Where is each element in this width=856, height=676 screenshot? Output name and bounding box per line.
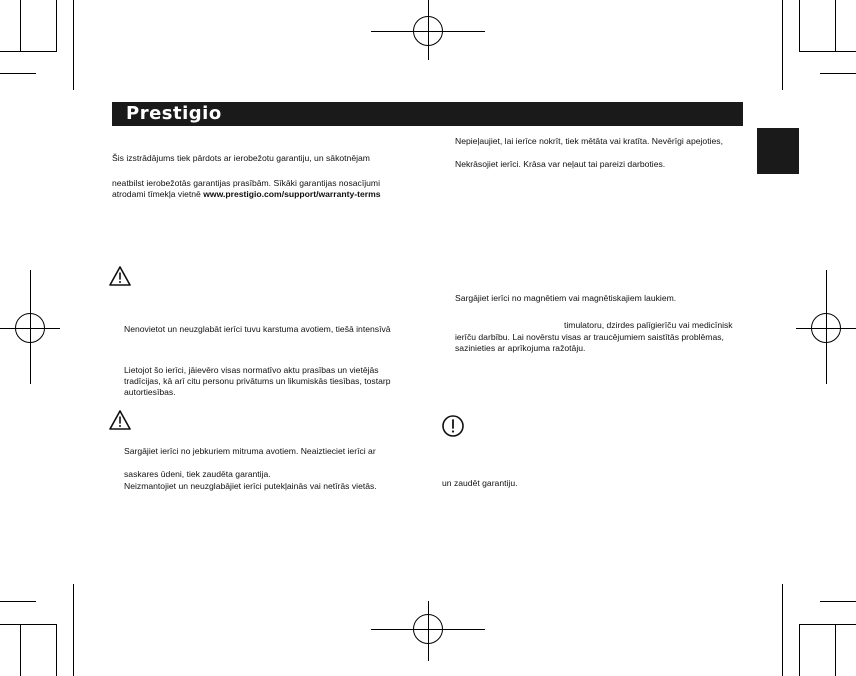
crop-mark [799, 0, 800, 52]
crop-mark [20, 624, 21, 676]
crop-mark [820, 73, 856, 74]
medical-text-line: sazinieties ar aprīkojuma ražotāju. [455, 343, 586, 353]
crop-mark [799, 624, 800, 676]
crop-mark [56, 0, 57, 52]
crop-mark [782, 0, 783, 90]
warranty-text-line [112, 189, 381, 200]
drop-warning-line: Nepieļaujiet, lai ierīce nokrīt, tiek mētāta vai kratīta. Nevērīgi apejoties, [455, 136, 723, 146]
crop-mark [835, 624, 836, 676]
registration-circle [811, 313, 841, 343]
crop-mark [20, 0, 21, 52]
crop-mark [799, 624, 856, 625]
exclamation-circle-icon [441, 414, 465, 438]
brand-logo: Prestigio [126, 103, 222, 124]
warning-triangle-icon [108, 265, 132, 287]
crop-mark [0, 73, 36, 74]
crop-mark [0, 51, 57, 52]
crop-mark [799, 51, 856, 52]
paint-warning-line: Nekrāsojiet ierīci. Krāsa var neļaut tai pareizi darboties. [455, 159, 666, 169]
crop-mark [73, 584, 74, 676]
medical-text-line: timulatoru, dzirdes palīgierīču vai medicīnisk [564, 320, 733, 330]
crop-mark [835, 0, 836, 52]
magnet-warning-line: Sargājiet ierīci no magnētiem vai magnētiskajiem laukiem. [455, 293, 677, 303]
registration-circle [413, 16, 443, 46]
warranty-text-line: neatbilst ierobežotās garantijas prasībām. Sīkāki garantijas nosacījumi [112, 178, 380, 188]
warranty-loss-line: un zaudēt garantiju. [442, 478, 518, 488]
moisture-text-line: Sargājiet ierīci no jebkuriem mitruma avotiem. Neaiztieciet ierīci ar [124, 446, 376, 456]
warranty-url: www.prestigio.com/support/warranty-terms [203, 189, 381, 199]
crop-mark [73, 0, 74, 90]
crop-mark [782, 584, 783, 676]
header-bar [112, 102, 743, 126]
crop-mark [56, 624, 57, 676]
crop-mark [820, 601, 856, 602]
warning-triangle-icon [108, 409, 132, 431]
moisture-text-line: saskares ūdeni, tiek zaudēta garantija. [124, 469, 271, 479]
warranty-text-prefix: atrodami tīmekļa vietnē [112, 189, 204, 199]
heat-warning-line: Nenovietot un neuzglabāt ierīci tuvu karstuma avotiem, tiešā intensīvā [124, 324, 391, 334]
registration-circle [413, 614, 443, 644]
medical-text-line: ierīču darbību. Lai novērstu visas ar traucējumiem saistītās problēmas, [455, 332, 724, 342]
crop-mark [0, 601, 36, 602]
law-text-line: autortiesības. [124, 387, 176, 397]
law-text-line: Lietojot šo ierīci, jāievēro visas normatīvo aktu prasības un vietējās [124, 365, 379, 375]
side-tab-marker [757, 128, 799, 174]
law-text-line: tradīcijas, kā arī citu personu privātums un likumiskās tiesības, tostarp [124, 376, 391, 386]
warranty-text-line: Šis izstrādājums tiek pārdots ar ierobežotu garantiju, un sākotnējam [112, 153, 370, 163]
crop-mark [0, 624, 57, 625]
dust-text-line: Neizmantojiet un neuzglabājiet ierīci putekļainās vai netīrās vietās. [124, 481, 377, 491]
registration-circle [15, 313, 45, 343]
